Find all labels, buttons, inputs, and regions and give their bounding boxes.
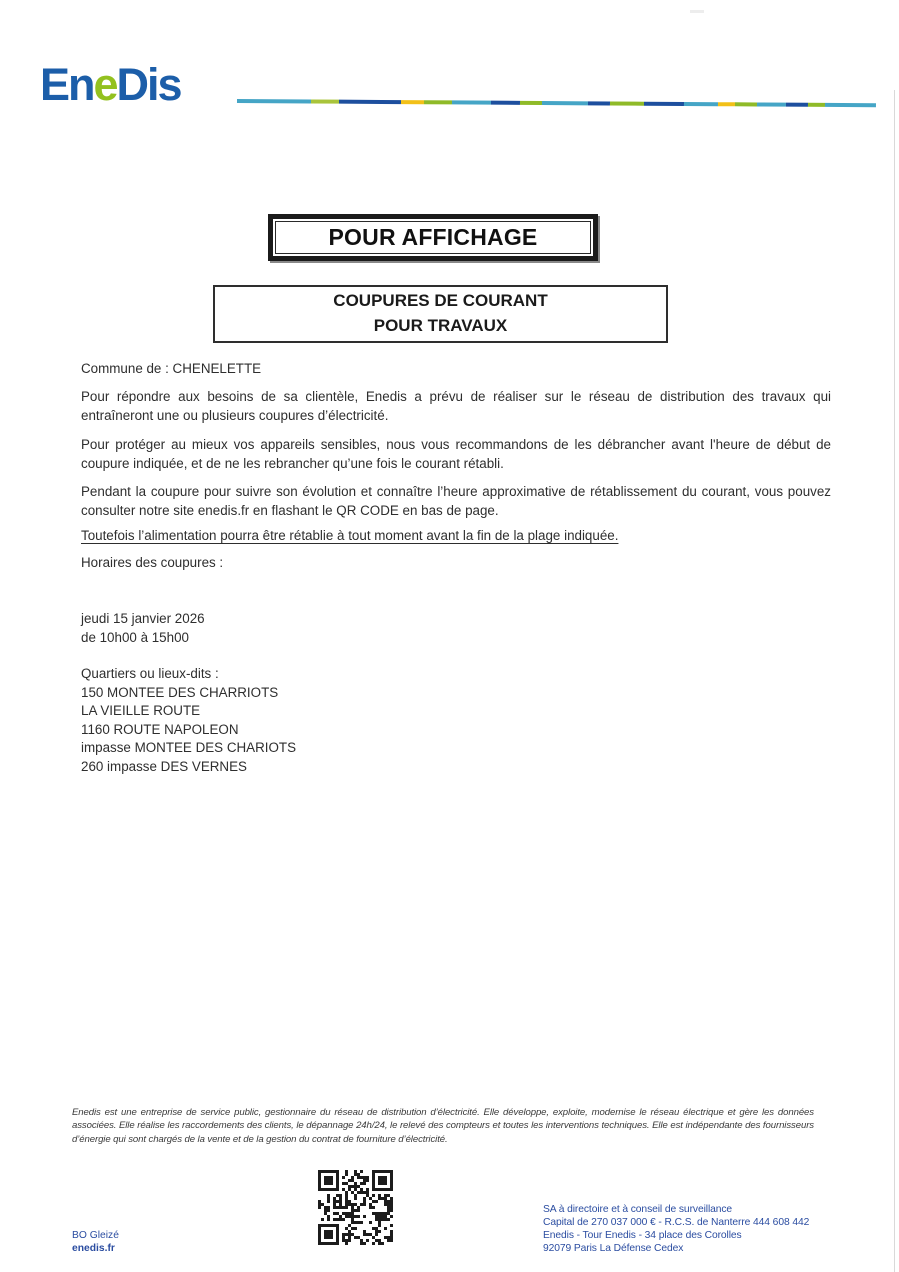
quartiers-block [81, 665, 831, 777]
logo-text-dis: Dis [116, 59, 181, 110]
schedule-date: jeudi 15 janvier 2026 [81, 611, 205, 626]
paragraph-intro: Pour répondre aux besoins de sa clientèle, Enedis a prévu de réaliser sur le réseau de distribution des travaux qui entraîneront une ou plusieurs coupures d’électricité. [81, 389, 831, 423]
schedule-time: de 10h00 à 15h00 [81, 629, 189, 645]
schedule-block [81, 610, 831, 647]
paragraph-underlined: Toutefois l’alimentation pourra être rétablie à tout moment avant la fin de la plage indiquée. [81, 528, 619, 543]
footer-office-block [72, 1229, 119, 1255]
qr-code-icon [318, 1170, 393, 1245]
banner-title: POUR AFFICHAGE [328, 224, 538, 250]
legal-line: 92079 Paris La Défense Cedex [543, 1242, 684, 1254]
subject-line-1: COUPURES DE COURANT [333, 291, 548, 311]
paragraph-qrcode: Pendant la coupure pour suivre son évolution et connaître l’heure approximative de rétablissement du courant, vous pouvez consulter notre site enedis.fr en flashant le QR CODE en bas de page. [81, 484, 831, 518]
legal-line: SA à directoire et à conseil de surveillance [543, 1204, 733, 1215]
footer-website: enedis.fr [72, 1243, 115, 1254]
subject-box [213, 285, 668, 343]
enedis-logo [40, 59, 181, 110]
address-line: LA VIEILLE ROUTE [81, 703, 201, 719]
footer-office: BO Gleizé [72, 1230, 119, 1241]
legal-line: Enedis - Tour Enedis - 34 place des Corolles [543, 1229, 742, 1241]
logo-text-en: En [40, 59, 94, 110]
scan-edge-line [894, 90, 896, 1272]
footer-legal-block [543, 1204, 809, 1256]
commune-line: Commune de : CHENELETTE [81, 361, 262, 376]
legal-line: Capital de 270 037 000 € - R.C.S. de Nanterre 444 608 442 [543, 1216, 810, 1228]
paragraph-advice: Pour protéger au mieux vos appareils sensibles, nous vous recommandons de les débrancher avant l'heure de début de coupure indiquée, et de ne les rebrancher qu’une fois le courant rétabli. [81, 437, 831, 471]
pour-affichage-banner-inner [275, 221, 591, 254]
address-line: 150 MONTEE DES CHARRIOTS [81, 684, 279, 700]
brand-separator-line [237, 99, 876, 107]
subject-line-2: POUR TRAVAUX [373, 316, 508, 335]
about-enedis-text: Enedis est une entreprise de service public, gestionnaire du réseau de distribution d’électricité. Elle développe, exploite, modernise le réseau électrique et gère les données associées. Elle réalise les raccordements des clients, le dépannage 24h/24, le relevé des compteurs et toutes les interventions techniques. Elle est indépendante des fournisseurs d’énergie qui sont chargés de la vente et de la gestion du contrat de fourniture d’électricité. [72, 1107, 814, 1145]
logo-text-e: e [93, 59, 117, 110]
address-line: 1160 ROUTE NAPOLEON [81, 721, 239, 737]
quartiers-label: Quartiers ou lieux-dits : [81, 666, 219, 681]
address-line: impasse MONTEE DES CHARIOTS [81, 740, 297, 756]
horaires-label: Horaires des coupures : [81, 555, 224, 570]
address-line: 260 impasse DES VERNES [81, 758, 247, 774]
pour-affichage-banner [268, 214, 598, 261]
scan-artifact [690, 10, 704, 13]
